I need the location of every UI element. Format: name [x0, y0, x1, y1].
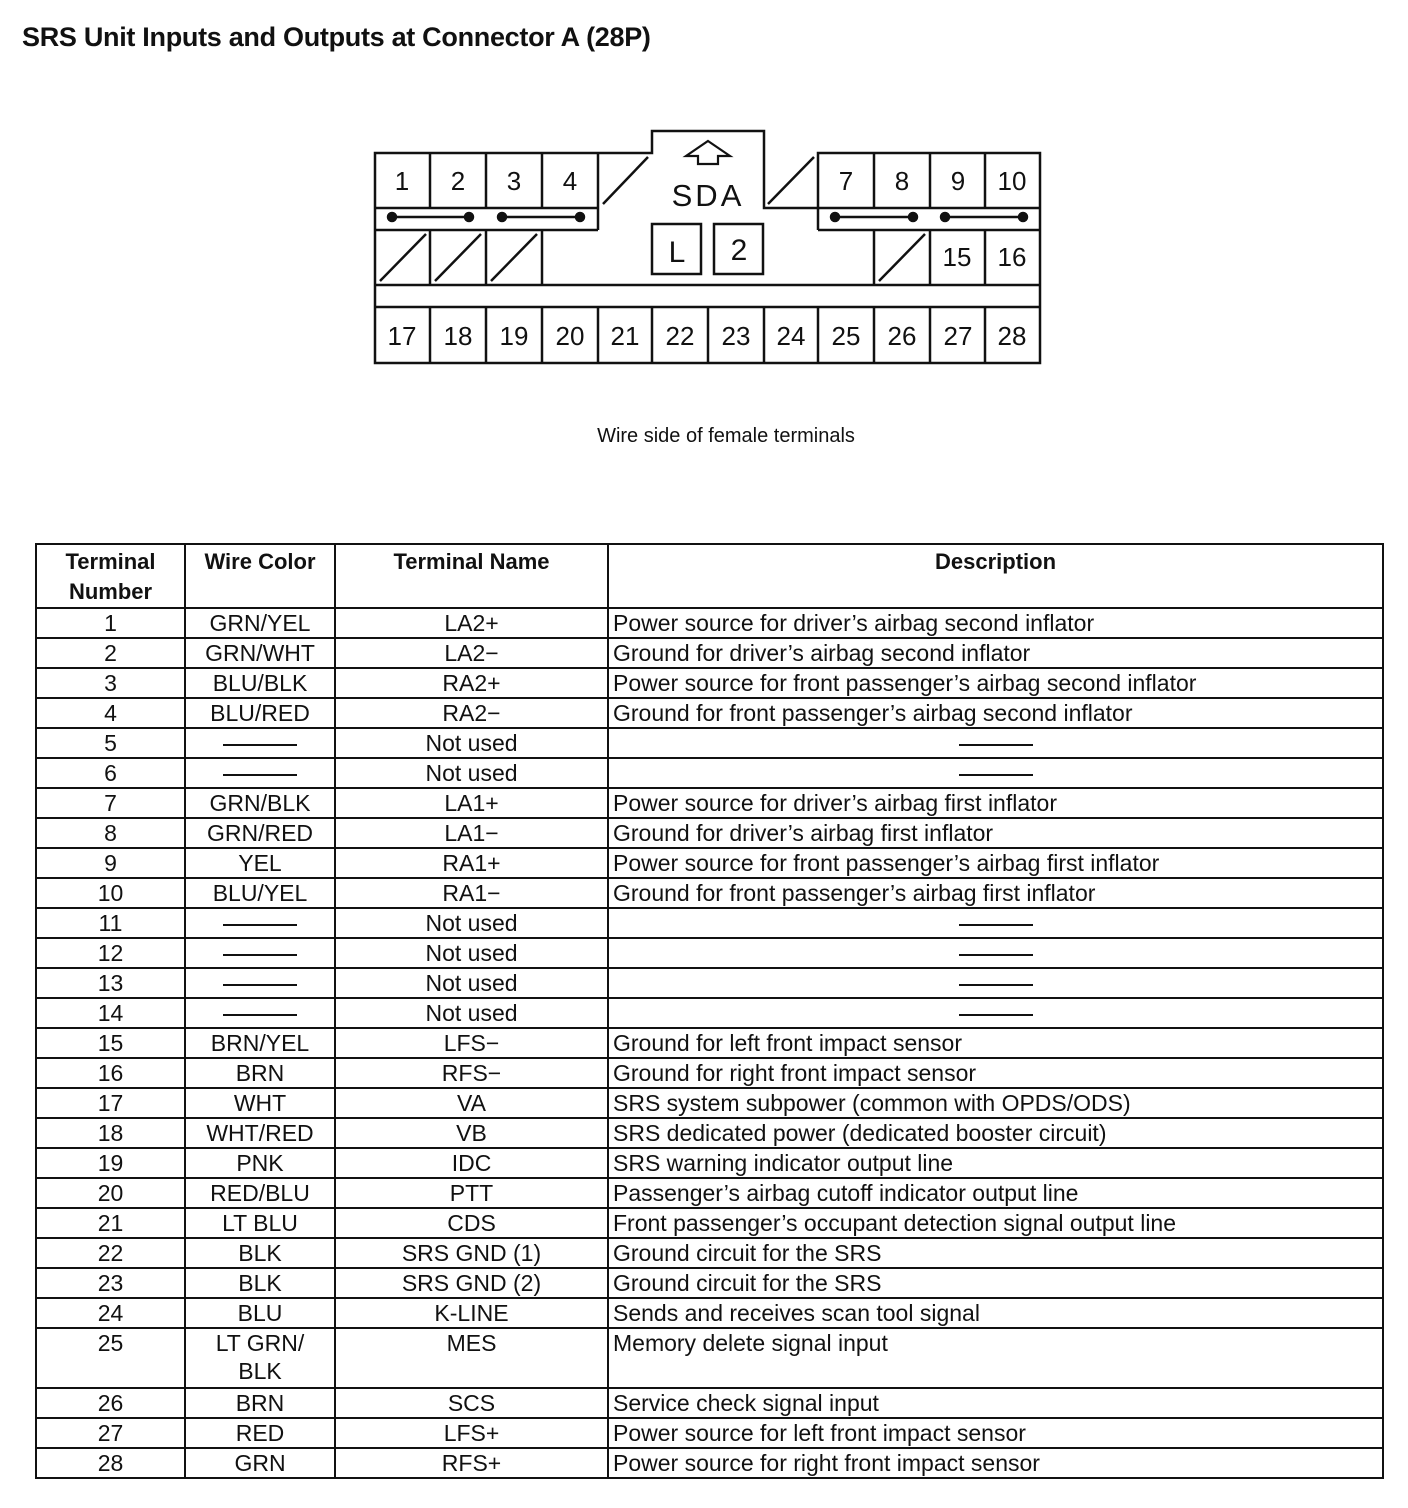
terminal-number-cell: 18 [36, 1118, 185, 1148]
table-row [36, 1178, 1383, 1208]
description-cell: Power source for front passenger’s airbag second inflator [608, 668, 1383, 698]
wire-color-cell: GRN/BLK [185, 788, 335, 818]
description-cell: Ground circuit for the SRS [608, 1268, 1383, 1298]
not-applicable-dash [223, 924, 297, 926]
pin-27-label: 27 [943, 321, 973, 351]
terminal-number-cell: 24 [36, 1298, 185, 1328]
not-applicable-dash [223, 744, 297, 746]
table-row [36, 1088, 1383, 1118]
terminal-number-cell: 28 [36, 1448, 185, 1478]
terminal-name-cell: MES [335, 1328, 608, 1388]
table-row [36, 938, 1383, 968]
table-row [36, 998, 1383, 1028]
description-cell: Front passenger’s occupant detection signal output line [608, 1208, 1383, 1238]
terminal-number-cell: 22 [36, 1238, 185, 1268]
up-arrow-icon [686, 141, 730, 164]
terminal-number-cell: 3 [36, 668, 185, 698]
description-cell [608, 938, 1383, 968]
pin-28-label: 28 [997, 321, 1027, 351]
table-row [36, 788, 1383, 818]
terminal-name-cell: RFS− [335, 1058, 608, 1088]
pin-26-label: 26 [887, 321, 917, 351]
terminal-number-cell: 11 [36, 908, 185, 938]
terminal-number-cell: 27 [36, 1418, 185, 1448]
wire-color-cell: GRN [185, 1448, 335, 1478]
description-cell: Service check signal input [608, 1388, 1383, 1418]
terminal-number-cell: 15 [36, 1028, 185, 1058]
table-row [36, 1328, 1383, 1388]
wire-color-cell: GRN/RED [185, 818, 335, 848]
diagram-caption: Wire side of female terminals [597, 425, 855, 447]
pin-21-label: 21 [610, 321, 640, 351]
terminal-name-cell: SCS [335, 1388, 608, 1418]
pin-7-label: 7 [838, 166, 854, 196]
terminal-name-cell: LFS− [335, 1028, 608, 1058]
pin-25-label: 25 [831, 321, 861, 351]
pin-8-label: 8 [894, 166, 910, 196]
terminal-name-cell: LA1− [335, 818, 608, 848]
pin-20-label: 20 [555, 321, 585, 351]
terminal-number-cell: 14 [36, 998, 185, 1028]
terminal-name-cell: RA1− [335, 878, 608, 908]
pin-10-label: 10 [997, 166, 1027, 196]
wire-color-cell [185, 728, 335, 758]
table-row [36, 608, 1383, 638]
wire-color-cell: BLU/YEL [185, 878, 335, 908]
terminal-number-cell: 8 [36, 818, 185, 848]
description-cell: Ground for right front impact sensor [608, 1058, 1383, 1088]
terminal-name-cell: RA2− [335, 698, 608, 728]
description-cell: SRS system subpower (common with OPDS/ODS) [608, 1088, 1383, 1118]
pin-15-label: 15 [942, 242, 972, 272]
wire-color-cell [185, 938, 335, 968]
wire-color-cell: LT BLU [185, 1208, 335, 1238]
terminal-number-cell: 2 [36, 638, 185, 668]
wire-color-cell [185, 968, 335, 998]
terminal-number-cell: 13 [36, 968, 185, 998]
description-cell: Sends and receives scan tool signal [608, 1298, 1383, 1328]
wire-color-cell: RED [185, 1418, 335, 1448]
not-applicable-dash [959, 744, 1033, 746]
pin-19-label: 19 [499, 321, 529, 351]
pin-3-label: 3 [506, 166, 522, 196]
header-terminal-name: Terminal Name [335, 544, 608, 608]
not-applicable-dash [959, 1014, 1033, 1016]
not-applicable-dash [223, 984, 297, 986]
terminal-name-cell: VA [335, 1088, 608, 1118]
description-cell [608, 758, 1383, 788]
terminal-name-cell: LA1+ [335, 788, 608, 818]
terminal-name-cell: SRS GND (2) [335, 1268, 608, 1298]
table-row [36, 1268, 1383, 1298]
terminal-name-cell: Not used [335, 908, 608, 938]
key-mark-l: L [668, 236, 686, 269]
table-row [36, 878, 1383, 908]
wire-color-cell: BRN/YEL [185, 1028, 335, 1058]
table-row [36, 1028, 1383, 1058]
pin-4-label: 4 [562, 166, 578, 196]
description-cell: SRS dedicated power (dedicated booster circuit) [608, 1118, 1383, 1148]
table-row [36, 728, 1383, 758]
wire-color-cell: BLK [185, 1238, 335, 1268]
description-cell: Ground for driver’s airbag second inflator [608, 638, 1383, 668]
table-row [36, 638, 1383, 668]
wire-color-cell [185, 908, 335, 938]
terminal-number-cell: 17 [36, 1088, 185, 1118]
table-row [36, 908, 1383, 938]
table-body [36, 608, 1383, 1478]
terminal-name-cell: Not used [335, 968, 608, 998]
not-applicable-dash [959, 774, 1033, 776]
description-cell: Ground circuit for the SRS [608, 1238, 1383, 1268]
terminal-name-cell: LA2− [335, 638, 608, 668]
not-applicable-dash [959, 954, 1033, 956]
terminal-number-cell: 16 [36, 1058, 185, 1088]
table-row [36, 1058, 1383, 1088]
terminal-number-cell: 7 [36, 788, 185, 818]
description-cell: Passenger’s airbag cutoff indicator output line [608, 1178, 1383, 1208]
wire-color-cell: BRN [185, 1058, 335, 1088]
terminal-name-cell: IDC [335, 1148, 608, 1178]
wire-color-cell: GRN/YEL [185, 608, 335, 638]
header-wire-color: Wire Color [185, 544, 335, 608]
key-mark-2: 2 [730, 234, 748, 267]
terminal-name-cell: LA2+ [335, 608, 608, 638]
pin-17-label: 17 [387, 321, 417, 351]
description-cell: Power source for driver’s airbag second inflator [608, 608, 1383, 638]
description-cell: Power source for left front impact sensor [608, 1418, 1383, 1448]
pin-18-label: 18 [443, 321, 473, 351]
pin-22-label: 22 [665, 321, 695, 351]
description-cell [608, 908, 1383, 938]
wire-color-cell: YEL [185, 848, 335, 878]
wire-color-cell: GRN/WHT [185, 638, 335, 668]
table-row [36, 668, 1383, 698]
pin-1-label: 1 [394, 166, 410, 196]
header-description: Description [608, 544, 1383, 608]
table-header-row [36, 544, 1383, 608]
wire-color-cell: WHT [185, 1088, 335, 1118]
wire-color-cell [185, 758, 335, 788]
table-row [36, 1418, 1383, 1448]
terminal-name-cell: K-LINE [335, 1298, 608, 1328]
table-row [36, 1448, 1383, 1478]
terminal-name-cell: LFS+ [335, 1418, 608, 1448]
table-row [36, 1388, 1383, 1418]
terminal-number-cell: 20 [36, 1178, 185, 1208]
terminal-number-cell: 12 [36, 938, 185, 968]
terminal-number-cell: 9 [36, 848, 185, 878]
terminal-number-cell: 21 [36, 1208, 185, 1238]
terminal-name-cell: Not used [335, 728, 608, 758]
pin-16-label: 16 [997, 242, 1027, 272]
terminal-name-cell: VB [335, 1118, 608, 1148]
terminal-number-cell: 1 [36, 608, 185, 638]
terminal-table [35, 543, 1384, 1479]
wire-color-cell: LT GRN/ BLK [185, 1328, 335, 1388]
header-terminal-number: Terminal Number [36, 544, 185, 608]
table-row [36, 1208, 1383, 1238]
not-applicable-dash [959, 924, 1033, 926]
description-cell: Memory delete signal input [608, 1328, 1383, 1388]
description-cell: Power source for driver’s airbag first inflator [608, 788, 1383, 818]
connector-diagram [0, 0, 1408, 420]
terminal-name-cell: Not used [335, 938, 608, 968]
terminal-number-cell: 4 [36, 698, 185, 728]
terminal-name-cell: RFS+ [335, 1448, 608, 1478]
pin-24-label: 24 [776, 321, 806, 351]
description-cell [608, 728, 1383, 758]
terminal-number-cell: 26 [36, 1388, 185, 1418]
not-applicable-dash [959, 984, 1033, 986]
terminal-name-cell: Not used [335, 998, 608, 1028]
wire-color-cell [185, 998, 335, 1028]
description-cell: SRS warning indicator output line [608, 1148, 1383, 1178]
terminal-name-cell: RA2+ [335, 668, 608, 698]
wire-color-cell: PNK [185, 1148, 335, 1178]
pin-9-label: 9 [950, 166, 966, 196]
table-row [36, 698, 1383, 728]
description-cell: Power source for front passenger’s airbag first inflator [608, 848, 1383, 878]
wire-color-cell: WHT/RED [185, 1118, 335, 1148]
terminal-name-cell: RA1+ [335, 848, 608, 878]
description-cell: Ground for driver’s airbag first inflator [608, 818, 1383, 848]
wire-color-cell: BLU [185, 1298, 335, 1328]
terminal-number-cell: 19 [36, 1148, 185, 1178]
description-cell [608, 998, 1383, 1028]
page-title: SRS Unit Inputs and Outputs at Connector A (28P) [22, 22, 651, 52]
description-cell: Power source for right front impact sensor [608, 1448, 1383, 1478]
terminal-name-cell: Not used [335, 758, 608, 788]
shorting-bar-icon [388, 213, 1027, 221]
terminal-number-cell: 5 [36, 728, 185, 758]
terminal-name-cell: PTT [335, 1178, 608, 1208]
wire-color-cell: BLU/RED [185, 698, 335, 728]
pin-2-label: 2 [450, 166, 466, 196]
terminal-number-cell: 6 [36, 758, 185, 788]
not-applicable-dash [223, 1014, 297, 1016]
description-cell [608, 968, 1383, 998]
terminal-number-cell: 10 [36, 878, 185, 908]
description-cell: Ground for left front impact sensor [608, 1028, 1383, 1058]
wire-color-cell: BLU/BLK [185, 668, 335, 698]
description-cell: Ground for front passenger’s airbag second inflator [608, 698, 1383, 728]
not-applicable-dash [223, 954, 297, 956]
wire-color-cell: RED/BLU [185, 1178, 335, 1208]
wire-color-cell: BLK [185, 1268, 335, 1298]
wire-color-cell: BRN [185, 1388, 335, 1418]
table-row [36, 968, 1383, 998]
sda-label: SDA [671, 178, 745, 213]
terminal-name-cell: SRS GND (1) [335, 1238, 608, 1268]
terminal-name-cell: CDS [335, 1208, 608, 1238]
not-applicable-dash [223, 774, 297, 776]
table-row [36, 758, 1383, 788]
table-row [36, 1298, 1383, 1328]
terminal-number-cell: 25 [36, 1328, 185, 1388]
table-row [36, 818, 1383, 848]
description-cell: Ground for front passenger’s airbag first inflator [608, 878, 1383, 908]
table-row [36, 1238, 1383, 1268]
pin-23-label: 23 [721, 321, 751, 351]
table-row [36, 1118, 1383, 1148]
table-row [36, 848, 1383, 878]
table-row [36, 1148, 1383, 1178]
terminal-number-cell: 23 [36, 1268, 185, 1298]
